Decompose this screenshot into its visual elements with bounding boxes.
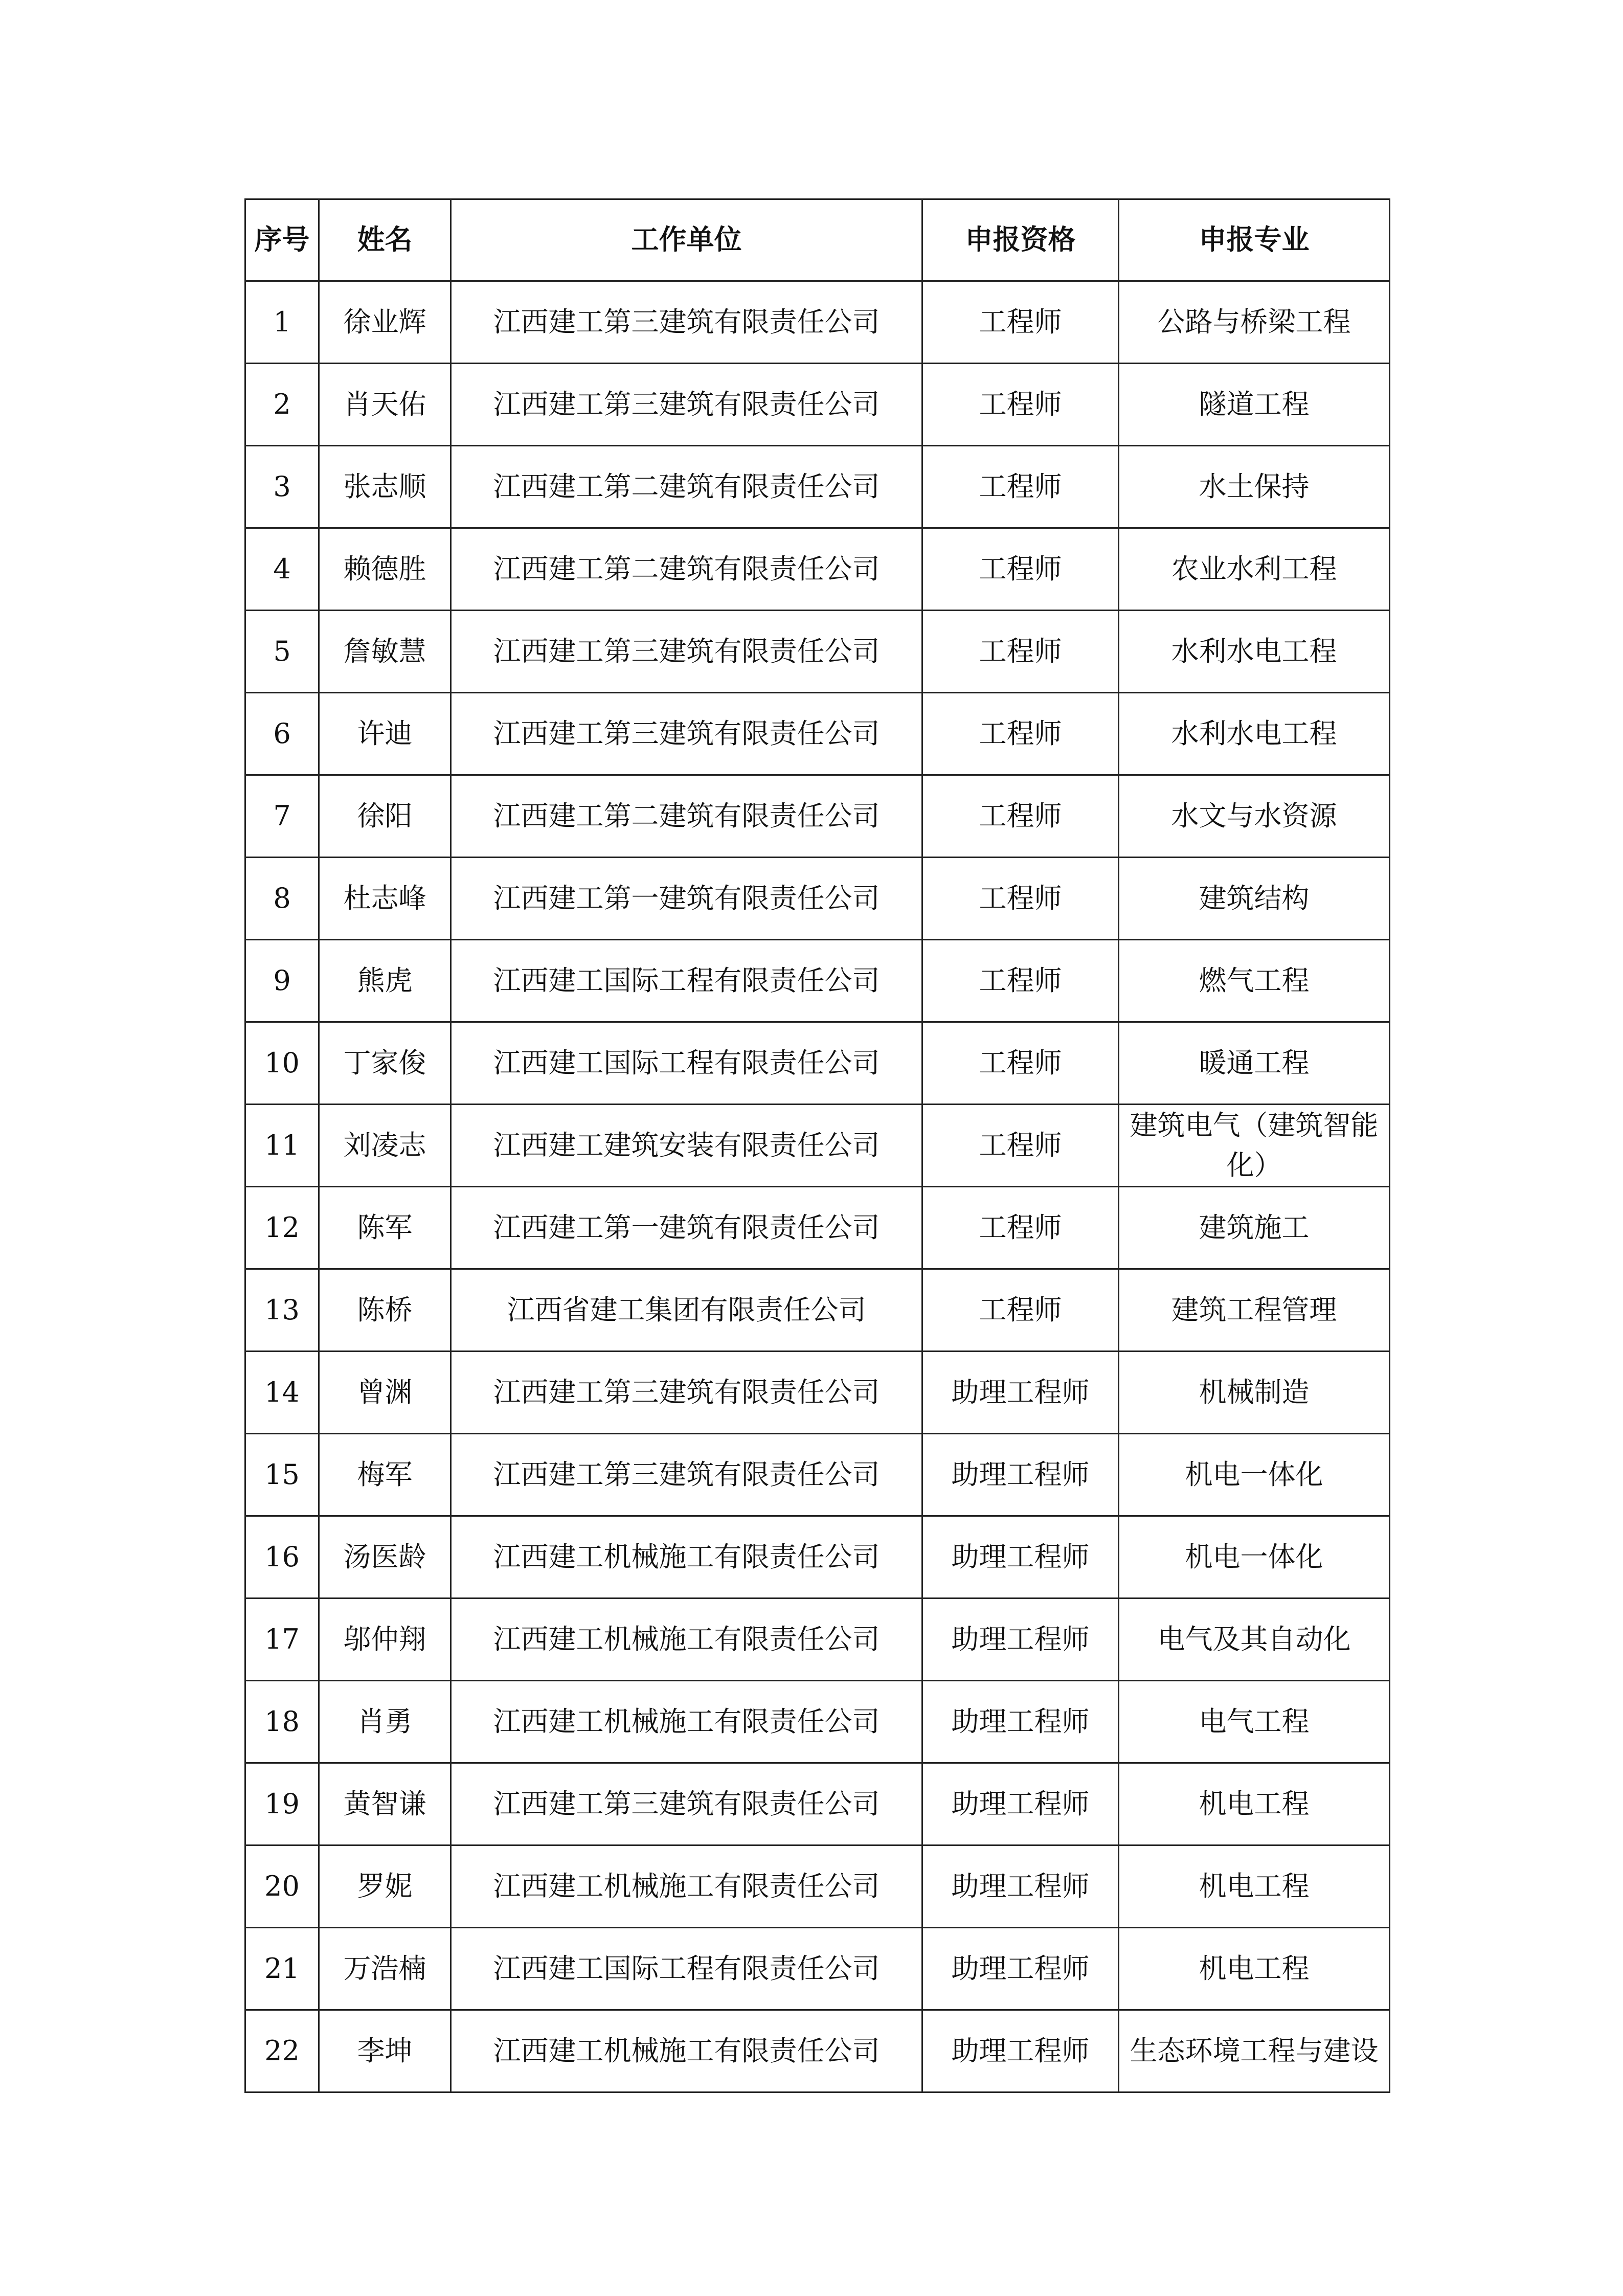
table-row (245, 1022, 1390, 1105)
cell-name: 李坤 (319, 2010, 451, 2092)
table-row (245, 1516, 1390, 1599)
cell-qualification: 助理工程师 (922, 1763, 1119, 1845)
cell-specialty: 水利水电工程 (1119, 693, 1390, 775)
cell-name: 邬仲翔 (319, 1599, 451, 1681)
cell-name: 杜志峰 (319, 858, 451, 940)
table-row (245, 446, 1390, 528)
cell-specialty: 建筑结构 (1119, 858, 1390, 940)
cell-qualification: 助理工程师 (922, 1845, 1119, 1928)
header-employer: 工作单位 (451, 199, 922, 281)
header-qualification: 申报资格 (922, 199, 1119, 281)
cell-specialty: 水利水电工程 (1119, 611, 1390, 693)
cell-qualification: 工程师 (922, 693, 1119, 775)
cell-qualification: 工程师 (922, 281, 1119, 364)
cell-name: 曾渊 (319, 1352, 451, 1434)
cell-qualification: 助理工程师 (922, 1434, 1119, 1516)
cell-qualification: 工程师 (922, 1105, 1119, 1187)
cell-specialty: 水文与水资源 (1119, 775, 1390, 858)
cell-employer: 江西建工第三建筑有限责任公司 (451, 281, 922, 364)
table-row (245, 1105, 1390, 1187)
cell-specialty: 公路与桥梁工程 (1119, 281, 1390, 364)
header-index: 序号 (245, 199, 319, 281)
header-name: 姓名 (319, 199, 451, 281)
cell-name: 汤医龄 (319, 1516, 451, 1599)
table-row (245, 528, 1390, 611)
cell-specialty: 农业水利工程 (1119, 528, 1390, 611)
cell-qualification: 工程师 (922, 1022, 1119, 1105)
cell-qualification: 工程师 (922, 528, 1119, 611)
cell-qualification: 助理工程师 (922, 1516, 1119, 1599)
cell-employer: 江西建工第三建筑有限责任公司 (451, 364, 922, 446)
cell-name: 徐阳 (319, 775, 451, 858)
table-row (245, 1269, 1390, 1352)
cell-specialty: 电气工程 (1119, 1681, 1390, 1763)
cell-employer: 江西建工第一建筑有限责任公司 (451, 1187, 922, 1269)
table-row (245, 1434, 1390, 1516)
cell-name: 熊虎 (319, 940, 451, 1022)
cell-index: 14 (245, 1352, 319, 1434)
cell-specialty: 建筑施工 (1119, 1187, 1390, 1269)
cell-specialty: 建筑电气（建筑智能化） (1119, 1105, 1390, 1187)
cell-employer: 江西建工国际工程有限责任公司 (451, 1928, 922, 2010)
table-row (245, 1599, 1390, 1681)
cell-specialty: 隧道工程 (1119, 364, 1390, 446)
cell-name: 徐业辉 (319, 281, 451, 364)
cell-employer: 江西建工第一建筑有限责任公司 (451, 858, 922, 940)
cell-qualification: 助理工程师 (922, 1599, 1119, 1681)
table-row (245, 775, 1390, 858)
cell-index: 13 (245, 1269, 319, 1352)
cell-name: 詹敏慧 (319, 611, 451, 693)
table-row (245, 1187, 1390, 1269)
cell-specialty: 机电工程 (1119, 1928, 1390, 2010)
table-row (245, 611, 1390, 693)
table-row (245, 693, 1390, 775)
cell-index: 5 (245, 611, 319, 693)
cell-name: 刘凌志 (319, 1105, 451, 1187)
cell-index: 17 (245, 1599, 319, 1681)
cell-name: 罗妮 (319, 1845, 451, 1928)
cell-employer: 江西建工国际工程有限责任公司 (451, 1022, 922, 1105)
cell-qualification: 助理工程师 (922, 1928, 1119, 2010)
table-row (245, 1928, 1390, 2010)
table-row (245, 1681, 1390, 1763)
cell-qualification: 助理工程师 (922, 1681, 1119, 1763)
cell-name: 丁家俊 (319, 1022, 451, 1105)
cell-qualification: 助理工程师 (922, 1352, 1119, 1434)
cell-index: 21 (245, 1928, 319, 2010)
cell-specialty: 机械制造 (1119, 1352, 1390, 1434)
cell-index: 20 (245, 1845, 319, 1928)
table-row (245, 2010, 1390, 2092)
cell-employer: 江西建工国际工程有限责任公司 (451, 940, 922, 1022)
cell-name: 黄智谦 (319, 1763, 451, 1845)
cell-index: 22 (245, 2010, 319, 2092)
cell-employer: 江西建工第三建筑有限责任公司 (451, 1352, 922, 1434)
cell-name: 肖天佑 (319, 364, 451, 446)
cell-index: 9 (245, 940, 319, 1022)
cell-index: 4 (245, 528, 319, 611)
cell-name: 陈军 (319, 1187, 451, 1269)
cell-index: 18 (245, 1681, 319, 1763)
cell-index: 15 (245, 1434, 319, 1516)
cell-index: 1 (245, 281, 319, 364)
cell-employer: 江西建工第三建筑有限责任公司 (451, 611, 922, 693)
table-row (245, 1845, 1390, 1928)
cell-qualification: 工程师 (922, 1187, 1119, 1269)
cell-qualification: 工程师 (922, 1269, 1119, 1352)
cell-specialty: 水土保持 (1119, 446, 1390, 528)
cell-index: 2 (245, 364, 319, 446)
cell-specialty: 机电一体化 (1119, 1516, 1390, 1599)
cell-index: 12 (245, 1187, 319, 1269)
cell-employer: 江西建工机械施工有限责任公司 (451, 2010, 922, 2092)
cell-employer: 江西建工机械施工有限责任公司 (451, 1599, 922, 1681)
table-row (245, 858, 1390, 940)
cell-name: 梅军 (319, 1434, 451, 1516)
cell-employer: 江西建工建筑安装有限责任公司 (451, 1105, 922, 1187)
table-row (245, 281, 1390, 364)
table-row (245, 1763, 1390, 1845)
cell-employer: 江西省建工集团有限责任公司 (451, 1269, 922, 1352)
cell-qualification: 工程师 (922, 364, 1119, 446)
cell-name: 肖勇 (319, 1681, 451, 1763)
cell-qualification: 工程师 (922, 858, 1119, 940)
cell-employer: 江西建工第三建筑有限责任公司 (451, 1763, 922, 1845)
cell-name: 万浩楠 (319, 1928, 451, 2010)
cell-name: 许迪 (319, 693, 451, 775)
cell-qualification: 工程师 (922, 446, 1119, 528)
cell-employer: 江西建工第三建筑有限责任公司 (451, 1434, 922, 1516)
cell-employer: 江西建工机械施工有限责任公司 (451, 1845, 922, 1928)
header-specialty: 申报专业 (1119, 199, 1390, 281)
cell-specialty: 机电工程 (1119, 1845, 1390, 1928)
table-row (245, 940, 1390, 1022)
cell-index: 11 (245, 1105, 319, 1187)
cell-name: 赖德胜 (319, 528, 451, 611)
cell-specialty: 暖通工程 (1119, 1022, 1390, 1105)
cell-specialty: 建筑工程管理 (1119, 1269, 1390, 1352)
cell-index: 19 (245, 1763, 319, 1845)
cell-specialty: 机电工程 (1119, 1763, 1390, 1845)
cell-specialty: 电气及其自动化 (1119, 1599, 1390, 1681)
cell-specialty: 燃气工程 (1119, 940, 1390, 1022)
cell-index: 10 (245, 1022, 319, 1105)
table-row (245, 364, 1390, 446)
cell-qualification: 工程师 (922, 940, 1119, 1022)
applicant-table (244, 198, 1390, 2093)
cell-qualification: 助理工程师 (922, 2010, 1119, 2092)
cell-employer: 江西建工第二建筑有限责任公司 (451, 775, 922, 858)
cell-name: 张志顺 (319, 446, 451, 528)
cell-specialty: 机电一体化 (1119, 1434, 1390, 1516)
cell-employer: 江西建工第三建筑有限责任公司 (451, 693, 922, 775)
table-row (245, 1352, 1390, 1434)
cell-index: 6 (245, 693, 319, 775)
cell-specialty: 生态环境工程与建设 (1119, 2010, 1390, 2092)
table-body (245, 281, 1390, 2092)
cell-name: 陈桥 (319, 1269, 451, 1352)
cell-employer: 江西建工第二建筑有限责任公司 (451, 446, 922, 528)
cell-employer: 江西建工第二建筑有限责任公司 (451, 528, 922, 611)
cell-index: 3 (245, 446, 319, 528)
cell-employer: 江西建工机械施工有限责任公司 (451, 1516, 922, 1599)
cell-qualification: 工程师 (922, 775, 1119, 858)
cell-index: 8 (245, 858, 319, 940)
cell-index: 7 (245, 775, 319, 858)
table-header-row (245, 199, 1390, 281)
cell-qualification: 工程师 (922, 611, 1119, 693)
cell-index: 16 (245, 1516, 319, 1599)
cell-employer: 江西建工机械施工有限责任公司 (451, 1681, 922, 1763)
